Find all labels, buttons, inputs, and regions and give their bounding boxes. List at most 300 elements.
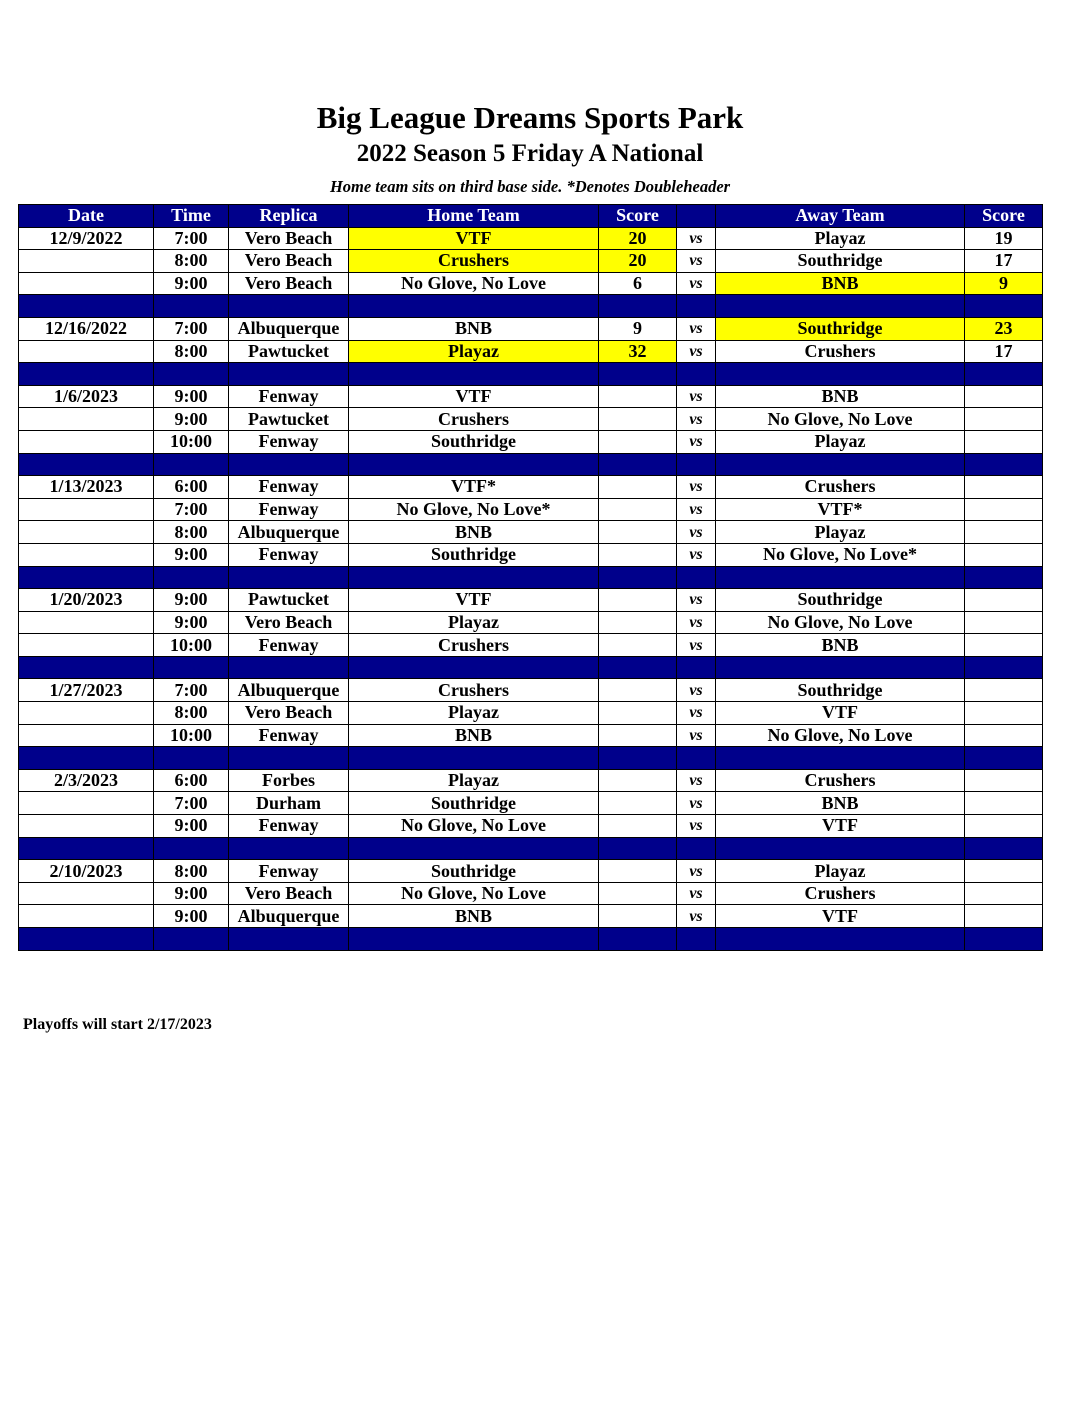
schedule-table bbox=[18, 204, 1043, 951]
table-row bbox=[19, 679, 1043, 702]
game-date bbox=[19, 543, 154, 566]
separator-cell bbox=[599, 656, 677, 679]
vs-label: vs bbox=[677, 317, 716, 340]
home-team: No Glove, No Love bbox=[349, 272, 599, 295]
game-replica: Vero Beach bbox=[229, 272, 349, 295]
home-team: VTF bbox=[349, 227, 599, 250]
table-row bbox=[19, 792, 1043, 815]
separator-cell bbox=[965, 656, 1043, 679]
table-row bbox=[19, 634, 1043, 657]
separator-row bbox=[19, 928, 1043, 951]
game-time: 9:00 bbox=[154, 272, 229, 295]
home-team: VTF bbox=[349, 589, 599, 612]
table-row bbox=[19, 340, 1043, 363]
away-team: No Glove, No Love bbox=[716, 408, 965, 431]
game-replica: Fenway bbox=[229, 498, 349, 521]
separator-cell bbox=[229, 566, 349, 589]
table-header-row bbox=[19, 205, 1043, 228]
away-score bbox=[965, 882, 1043, 905]
separator-cell bbox=[19, 363, 154, 386]
separator-cell bbox=[229, 363, 349, 386]
game-date bbox=[19, 498, 154, 521]
game-date: 1/27/2023 bbox=[19, 679, 154, 702]
away-score bbox=[965, 611, 1043, 634]
table-row bbox=[19, 611, 1043, 634]
header-home-team: Home Team bbox=[349, 205, 599, 228]
separator-cell bbox=[19, 295, 154, 318]
game-time: 9:00 bbox=[154, 589, 229, 612]
separator-cell bbox=[677, 295, 716, 318]
table-row bbox=[19, 317, 1043, 340]
separator-cell bbox=[716, 747, 965, 770]
away-team: No Glove, No Love bbox=[716, 611, 965, 634]
separator-cell bbox=[599, 747, 677, 770]
game-time: 9:00 bbox=[154, 815, 229, 838]
away-score: 9 bbox=[965, 272, 1043, 295]
game-replica: Albuquerque bbox=[229, 679, 349, 702]
vs-label: vs bbox=[677, 589, 716, 612]
table-row bbox=[19, 543, 1043, 566]
home-score: 20 bbox=[599, 250, 677, 273]
away-team: Playaz bbox=[716, 860, 965, 883]
separator-cell bbox=[229, 295, 349, 318]
game-date bbox=[19, 521, 154, 544]
separator-cell bbox=[599, 363, 677, 386]
separator-cell bbox=[677, 453, 716, 476]
home-score bbox=[599, 385, 677, 408]
game-replica: Vero Beach bbox=[229, 227, 349, 250]
table-row bbox=[19, 272, 1043, 295]
away-team: No Glove, No Love* bbox=[716, 543, 965, 566]
separator-cell bbox=[349, 747, 599, 770]
separator-row bbox=[19, 453, 1043, 476]
home-team: BNB bbox=[349, 521, 599, 544]
game-replica: Vero Beach bbox=[229, 611, 349, 634]
away-team: Southridge bbox=[716, 679, 965, 702]
home-team: Southridge bbox=[349, 543, 599, 566]
home-score bbox=[599, 815, 677, 838]
away-team: Crushers bbox=[716, 769, 965, 792]
header-date: Date bbox=[19, 205, 154, 228]
home-score bbox=[599, 543, 677, 566]
home-score bbox=[599, 521, 677, 544]
table-row bbox=[19, 815, 1043, 838]
vs-label: vs bbox=[677, 724, 716, 747]
table-row bbox=[19, 724, 1043, 747]
game-replica: Fenway bbox=[229, 385, 349, 408]
vs-label: vs bbox=[677, 521, 716, 544]
game-time: 9:00 bbox=[154, 543, 229, 566]
separator-cell bbox=[677, 747, 716, 770]
home-score bbox=[599, 702, 677, 725]
vs-label: vs bbox=[677, 430, 716, 453]
separator-cell bbox=[677, 656, 716, 679]
home-team: Crushers bbox=[349, 634, 599, 657]
separator-cell bbox=[965, 295, 1043, 318]
home-team: Southridge bbox=[349, 430, 599, 453]
away-team: Southridge bbox=[716, 317, 965, 340]
game-replica: Pawtucket bbox=[229, 408, 349, 431]
home-score: 6 bbox=[599, 272, 677, 295]
separator-cell bbox=[965, 928, 1043, 951]
away-score: 23 bbox=[965, 317, 1043, 340]
game-time: 8:00 bbox=[154, 702, 229, 725]
schedule-body bbox=[19, 227, 1043, 950]
game-time: 7:00 bbox=[154, 317, 229, 340]
away-team: VTF bbox=[716, 702, 965, 725]
game-date: 1/13/2023 bbox=[19, 476, 154, 499]
game-replica: Fenway bbox=[229, 476, 349, 499]
home-team: Crushers bbox=[349, 408, 599, 431]
game-time: 8:00 bbox=[154, 860, 229, 883]
header-replica: Replica bbox=[229, 205, 349, 228]
game-replica: Albuquerque bbox=[229, 905, 349, 928]
vs-label: vs bbox=[677, 498, 716, 521]
game-date bbox=[19, 792, 154, 815]
home-team: BNB bbox=[349, 905, 599, 928]
game-date bbox=[19, 815, 154, 838]
vs-label: vs bbox=[677, 702, 716, 725]
vs-label: vs bbox=[677, 385, 716, 408]
separator-cell bbox=[965, 747, 1043, 770]
separator-cell bbox=[599, 928, 677, 951]
game-time: 9:00 bbox=[154, 385, 229, 408]
game-date bbox=[19, 250, 154, 273]
away-team: VTF bbox=[716, 905, 965, 928]
separator-cell bbox=[19, 566, 154, 589]
away-score bbox=[965, 476, 1043, 499]
game-date bbox=[19, 611, 154, 634]
away-team: Crushers bbox=[716, 476, 965, 499]
game-date bbox=[19, 408, 154, 431]
home-score: 9 bbox=[599, 317, 677, 340]
game-time: 9:00 bbox=[154, 905, 229, 928]
vs-label: vs bbox=[677, 634, 716, 657]
away-score bbox=[965, 792, 1043, 815]
away-team: No Glove, No Love bbox=[716, 724, 965, 747]
game-time: 6:00 bbox=[154, 476, 229, 499]
separator-cell bbox=[716, 453, 965, 476]
separator-cell bbox=[677, 837, 716, 860]
away-team: BNB bbox=[716, 272, 965, 295]
home-team: BNB bbox=[349, 724, 599, 747]
separator-row bbox=[19, 295, 1043, 318]
away-score: 17 bbox=[965, 340, 1043, 363]
home-team: Crushers bbox=[349, 250, 599, 273]
vs-label: vs bbox=[677, 408, 716, 431]
header-home-score: Score bbox=[599, 205, 677, 228]
separator-cell bbox=[154, 747, 229, 770]
separator-row bbox=[19, 837, 1043, 860]
page-subtitle: 2022 Season 5 Friday A National bbox=[356, 140, 704, 167]
table-row bbox=[19, 905, 1043, 928]
game-replica: Albuquerque bbox=[229, 317, 349, 340]
separator-cell bbox=[349, 837, 599, 860]
away-team: Playaz bbox=[716, 521, 965, 544]
separator-cell bbox=[154, 453, 229, 476]
away-score bbox=[965, 679, 1043, 702]
game-time: 7:00 bbox=[154, 227, 229, 250]
away-score bbox=[965, 385, 1043, 408]
separator-cell bbox=[19, 453, 154, 476]
home-score bbox=[599, 498, 677, 521]
vs-label: vs bbox=[677, 815, 716, 838]
separator-cell bbox=[229, 656, 349, 679]
home-score bbox=[599, 679, 677, 702]
vs-label: vs bbox=[677, 476, 716, 499]
vs-label: vs bbox=[677, 272, 716, 295]
away-team: BNB bbox=[716, 792, 965, 815]
separator-cell bbox=[716, 295, 965, 318]
schedule-note: Home team sits on third base side. *Denotes Doubleheader bbox=[329, 177, 731, 196]
game-time: 7:00 bbox=[154, 498, 229, 521]
separator-cell bbox=[154, 928, 229, 951]
separator-cell bbox=[965, 566, 1043, 589]
away-team: Southridge bbox=[716, 250, 965, 273]
home-score bbox=[599, 408, 677, 431]
game-replica: Fenway bbox=[229, 634, 349, 657]
separator-row bbox=[19, 566, 1043, 589]
home-team: Southridge bbox=[349, 860, 599, 883]
game-replica: Fenway bbox=[229, 543, 349, 566]
separator-cell bbox=[229, 747, 349, 770]
vs-label: vs bbox=[677, 611, 716, 634]
separator-cell bbox=[154, 295, 229, 318]
away-score bbox=[965, 430, 1043, 453]
game-time: 10:00 bbox=[154, 430, 229, 453]
table-row bbox=[19, 385, 1043, 408]
game-replica: Fenway bbox=[229, 860, 349, 883]
separator-cell bbox=[677, 566, 716, 589]
vs-label: vs bbox=[677, 227, 716, 250]
away-team: Playaz bbox=[716, 227, 965, 250]
header-away-team: Away Team bbox=[716, 205, 965, 228]
game-date: 12/9/2022 bbox=[19, 227, 154, 250]
separator-cell bbox=[349, 295, 599, 318]
game-time: 7:00 bbox=[154, 679, 229, 702]
vs-label: vs bbox=[677, 905, 716, 928]
table-row bbox=[19, 589, 1043, 612]
separator-row bbox=[19, 363, 1043, 386]
away-team: Crushers bbox=[716, 882, 965, 905]
home-score bbox=[599, 792, 677, 815]
home-team: VTF bbox=[349, 385, 599, 408]
home-team: BNB bbox=[349, 317, 599, 340]
separator-cell bbox=[19, 837, 154, 860]
game-replica: Albuquerque bbox=[229, 521, 349, 544]
table-row bbox=[19, 882, 1043, 905]
away-score bbox=[965, 724, 1043, 747]
game-date bbox=[19, 882, 154, 905]
home-score bbox=[599, 724, 677, 747]
separator-cell bbox=[349, 363, 599, 386]
separator-cell bbox=[599, 295, 677, 318]
table-row bbox=[19, 408, 1043, 431]
separator-cell bbox=[716, 363, 965, 386]
away-team: Playaz bbox=[716, 430, 965, 453]
vs-label: vs bbox=[677, 860, 716, 883]
separator-cell bbox=[19, 656, 154, 679]
separator-cell bbox=[154, 656, 229, 679]
game-date: 2/3/2023 bbox=[19, 769, 154, 792]
away-score bbox=[965, 860, 1043, 883]
game-time: 8:00 bbox=[154, 521, 229, 544]
table-row bbox=[19, 498, 1043, 521]
game-date: 1/6/2023 bbox=[19, 385, 154, 408]
away-team: BNB bbox=[716, 634, 965, 657]
header-away-score: Score bbox=[965, 205, 1043, 228]
away-score bbox=[965, 634, 1043, 657]
table-row bbox=[19, 227, 1043, 250]
away-score bbox=[965, 702, 1043, 725]
game-time: 8:00 bbox=[154, 340, 229, 363]
home-team: Playaz bbox=[349, 340, 599, 363]
table-row bbox=[19, 702, 1043, 725]
home-team: No Glove, No Love* bbox=[349, 498, 599, 521]
separator-cell bbox=[349, 566, 599, 589]
separator-cell bbox=[229, 837, 349, 860]
away-score bbox=[965, 498, 1043, 521]
home-team: VTF* bbox=[349, 476, 599, 499]
game-date bbox=[19, 272, 154, 295]
game-date bbox=[19, 702, 154, 725]
away-team: Crushers bbox=[716, 340, 965, 363]
home-team: No Glove, No Love bbox=[349, 882, 599, 905]
vs-label: vs bbox=[677, 250, 716, 273]
separator-cell bbox=[349, 656, 599, 679]
separator-cell bbox=[349, 928, 599, 951]
game-replica: Fenway bbox=[229, 815, 349, 838]
away-score: 17 bbox=[965, 250, 1043, 273]
vs-label: vs bbox=[677, 340, 716, 363]
away-score bbox=[965, 408, 1043, 431]
vs-label: vs bbox=[677, 882, 716, 905]
game-time: 9:00 bbox=[154, 611, 229, 634]
away-score bbox=[965, 905, 1043, 928]
away-team: Southridge bbox=[716, 589, 965, 612]
home-score bbox=[599, 430, 677, 453]
separator-row bbox=[19, 747, 1043, 770]
separator-cell bbox=[677, 928, 716, 951]
game-replica: Fenway bbox=[229, 430, 349, 453]
away-team: VTF* bbox=[716, 498, 965, 521]
playoffs-note: Playoffs will start 2/17/2023 bbox=[23, 1016, 212, 1033]
away-score: 19 bbox=[965, 227, 1043, 250]
separator-cell bbox=[229, 928, 349, 951]
separator-cell bbox=[229, 453, 349, 476]
separator-cell bbox=[154, 363, 229, 386]
game-time: 8:00 bbox=[154, 250, 229, 273]
game-replica: Vero Beach bbox=[229, 702, 349, 725]
game-time: 10:00 bbox=[154, 634, 229, 657]
game-date bbox=[19, 634, 154, 657]
home-team: Playaz bbox=[349, 611, 599, 634]
game-date: 12/16/2022 bbox=[19, 317, 154, 340]
separator-cell bbox=[716, 656, 965, 679]
page-title: Big League Dreams Sports Park bbox=[316, 100, 744, 135]
home-score bbox=[599, 905, 677, 928]
separator-cell bbox=[599, 837, 677, 860]
home-score bbox=[599, 589, 677, 612]
home-score bbox=[599, 476, 677, 499]
table-row bbox=[19, 476, 1043, 499]
game-replica: Pawtucket bbox=[229, 340, 349, 363]
separator-cell bbox=[599, 566, 677, 589]
away-team: VTF bbox=[716, 815, 965, 838]
separator-cell bbox=[965, 363, 1043, 386]
away-score bbox=[965, 589, 1043, 612]
separator-cell bbox=[965, 837, 1043, 860]
game-replica: Durham bbox=[229, 792, 349, 815]
game-replica: Pawtucket bbox=[229, 589, 349, 612]
away-score bbox=[965, 521, 1043, 544]
game-date bbox=[19, 340, 154, 363]
vs-label: vs bbox=[677, 792, 716, 815]
away-score bbox=[965, 815, 1043, 838]
home-score bbox=[599, 860, 677, 883]
separator-cell bbox=[716, 837, 965, 860]
separator-cell bbox=[599, 453, 677, 476]
separator-cell bbox=[154, 566, 229, 589]
home-score bbox=[599, 882, 677, 905]
game-replica: Forbes bbox=[229, 769, 349, 792]
game-replica: Fenway bbox=[229, 724, 349, 747]
separator-cell bbox=[19, 747, 154, 770]
separator-cell bbox=[19, 928, 154, 951]
vs-label: vs bbox=[677, 543, 716, 566]
home-team: Playaz bbox=[349, 769, 599, 792]
game-time: 7:00 bbox=[154, 792, 229, 815]
separator-cell bbox=[716, 566, 965, 589]
vs-label: vs bbox=[677, 679, 716, 702]
table-row bbox=[19, 250, 1043, 273]
separator-cell bbox=[349, 453, 599, 476]
table-row bbox=[19, 430, 1043, 453]
header-vs bbox=[677, 205, 716, 228]
separator-cell bbox=[677, 363, 716, 386]
game-date bbox=[19, 905, 154, 928]
home-score bbox=[599, 611, 677, 634]
game-date bbox=[19, 724, 154, 747]
home-team: Southridge bbox=[349, 792, 599, 815]
separator-cell bbox=[716, 928, 965, 951]
home-team: Crushers bbox=[349, 679, 599, 702]
separator-cell bbox=[154, 837, 229, 860]
game-date bbox=[19, 430, 154, 453]
home-team: Playaz bbox=[349, 702, 599, 725]
away-score bbox=[965, 543, 1043, 566]
home-score bbox=[599, 634, 677, 657]
game-time: 9:00 bbox=[154, 408, 229, 431]
header-time: Time bbox=[154, 205, 229, 228]
home-score bbox=[599, 769, 677, 792]
away-score bbox=[965, 769, 1043, 792]
game-time: 9:00 bbox=[154, 882, 229, 905]
table-row bbox=[19, 860, 1043, 883]
home-score: 32 bbox=[599, 340, 677, 363]
home-team: No Glove, No Love bbox=[349, 815, 599, 838]
vs-label: vs bbox=[677, 769, 716, 792]
table-row bbox=[19, 521, 1043, 544]
game-date: 1/20/2023 bbox=[19, 589, 154, 612]
game-replica: Vero Beach bbox=[229, 250, 349, 273]
away-team: BNB bbox=[716, 385, 965, 408]
separator-row bbox=[19, 656, 1043, 679]
game-date: 2/10/2023 bbox=[19, 860, 154, 883]
game-time: 10:00 bbox=[154, 724, 229, 747]
game-time: 6:00 bbox=[154, 769, 229, 792]
separator-cell bbox=[965, 453, 1043, 476]
